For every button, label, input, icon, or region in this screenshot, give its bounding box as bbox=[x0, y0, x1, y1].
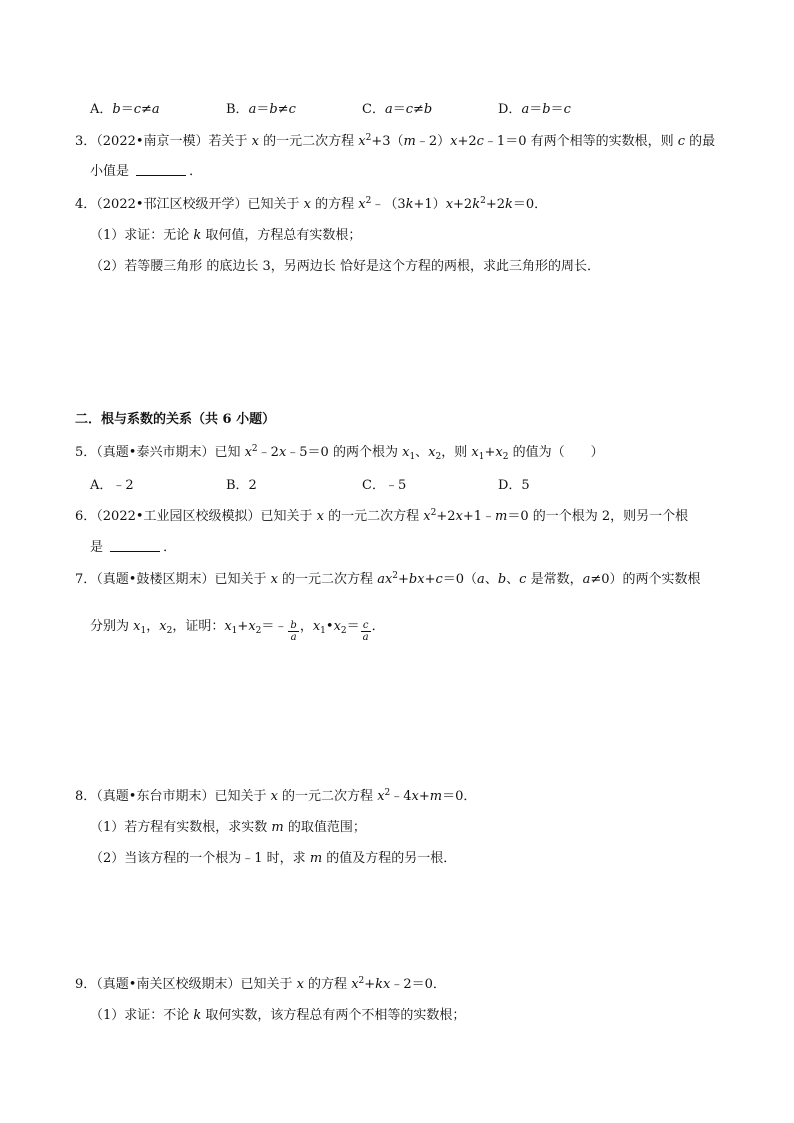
q2-choice-c: C．a＝c≠b bbox=[362, 102, 433, 117]
q6-stem-cont: 是 ． bbox=[90, 540, 177, 555]
q8-part1: （1）若方程有实数根，求实数 m 的取值范围； bbox=[90, 820, 366, 835]
q2-choice-b: B．a＝b≠c bbox=[226, 102, 296, 117]
q3-stem-cont: 小值是 ． bbox=[90, 164, 203, 179]
q6-answer-blank[interactable] bbox=[110, 539, 160, 552]
q9-stem: 9．（真题•南关区校级期末）已知关于 x 的方程 $x^2+kx﹣2=0$． bbox=[75, 976, 446, 992]
q8-stem: 8．（真题•东台市期末）已知关于 x 的一元二次方程 $x^2﹣4x+m=0$． bbox=[75, 788, 477, 804]
q5-choice-c: C．﹣5 bbox=[362, 478, 407, 493]
q7-stem-cont: 分别为 $x_1$，$x_2$，证明：$x_1+x_2=﹣$ $\frac{b}{a}$ ，$x_1•x_2=$ $\frac{c}{a}$ ． bbox=[90, 619, 385, 643]
q4-stem: 4．（2022•邗江区校级开学）已知关于 x 的方程 $x^2﹣(3k+1)x+2k^2+2k=0$． bbox=[75, 196, 548, 212]
q5-choice-b: B．2 bbox=[226, 478, 257, 493]
q5-stem: 5．（真题•泰兴市期末）已知 $x^2﹣2x﹣5=0$ 的两个根为 $x_1$、$x_2$，则 $x_1+x_2$ 的值为（ ） bbox=[75, 444, 604, 462]
q3-stem: 3．（2022•南京一模）若关于 x 的一元二次方程 $x^2+3(m﹣2)x+2c﹣1=0$ 有两个相等的实数根，则 c 的最 bbox=[75, 133, 716, 149]
q6-stem: 6．（2022•工业园区校级模拟）已知关于 x 的一元二次方程 $x^2+2x+1﹣m=0$ 的一个根为 2，则另一个根 bbox=[75, 508, 689, 524]
q7-stem: 7．（真题•鼓楼区期末）已知关于 x 的一元二次方程 $ax^2+bx+c=0(a$、b、c 是常数，a≠0）的两个实数根 bbox=[75, 571, 701, 587]
q8-part2: （2）当该方程的一个根为﹣1 时，求 m 的值及方程的另一根． bbox=[90, 851, 457, 866]
q3-answer-blank[interactable] bbox=[136, 163, 186, 176]
q4-part1: （1）求证：无论 k 取何值，方程总有实数根； bbox=[90, 228, 362, 243]
q5-choice-a: A．﹣2 bbox=[90, 478, 134, 493]
q2-choice-a: A．b＝c≠a bbox=[90, 102, 160, 117]
q5-choice-d: D．5 bbox=[498, 478, 530, 493]
q9-part1: （1）求证：不论 k 取何实数，该方程总有两个不相等的实数根； bbox=[90, 1008, 466, 1023]
q4-part2: （2）若等腰三角形 的底边长 3，另两边长 恰好是这个方程的两根，求此三角形的周长． bbox=[90, 259, 600, 274]
section-title: 二．根与系数的关系（共 6 小题） bbox=[75, 412, 276, 427]
q2-choice-d: D．a＝b＝c bbox=[498, 102, 571, 117]
